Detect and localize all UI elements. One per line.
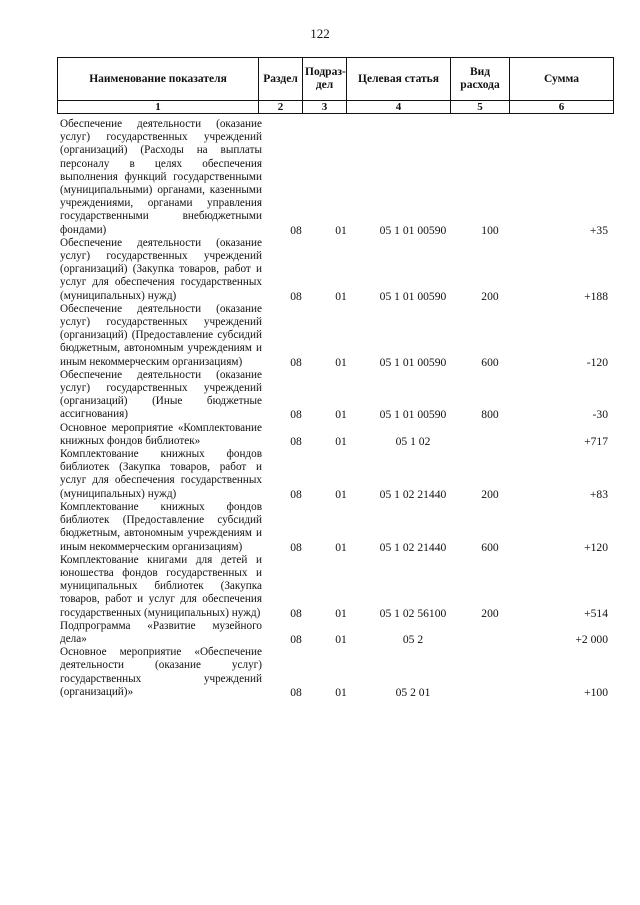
col-number: 6 [510,101,614,114]
row-name: Комплектование книжных фондов библиотек (Предоставление субсидий бюджетным, автономным учреждениям и иным некоммерческим организациям) [60,500,262,553]
row-statya: 05 1 02 [395,434,431,448]
row-statya: 05 2 [402,632,424,646]
row-razdel: 08 [290,289,302,303]
row-name: Основное мероприятие «Комплектование книжных фондов библиотек» [60,421,262,447]
row-summa: +514 [584,606,608,620]
row-razdel: 08 [290,487,302,501]
table-header [57,57,614,114]
row-summa: +717 [584,434,608,448]
table-row [60,422,616,448]
row-summa: +120 [584,540,608,554]
table-row [60,237,616,303]
header-statya: Целевая статья [347,58,451,101]
table-row [60,646,616,699]
row-vid: 200 [481,606,499,620]
table-row [60,554,616,620]
row-podrazdel: 01 [335,223,347,237]
col-number: 4 [347,101,451,114]
row-vid: 200 [481,289,499,303]
row-razdel: 08 [290,355,302,369]
row-name: Обеспечение деятельности (оказание услуг) государственных учреждений (организаций) (Иные бюджетные ассигнования) [60,368,262,421]
row-name: Комплектование книгами для детей и юношества фондов государственных и муниципальных библиотек (Закупка товаров, работ и услуг для обеспечения государственных (муниципальных) нужд) [60,553,262,619]
col-number: 5 [451,101,510,114]
page-number: 122 [310,26,330,41]
row-statya: 05 1 01 00590 [379,289,447,303]
row-statya: 05 1 01 00590 [379,408,447,422]
table-row [60,620,616,646]
row-statya: 05 1 02 56100 [379,606,447,620]
row-vid: 600 [481,355,499,369]
row-podrazdel: 01 [335,355,347,369]
row-summa: +35 [589,223,608,237]
table-row [60,118,616,237]
row-razdel: 08 [290,606,302,620]
row-name: Обеспечение деятельности (оказание услуг) государственных учреждений (организаций) (Предоставление субсидий бюджетным, автономным учреждениям и иным некоммерческим организациям) [60,302,262,368]
table-body [60,118,616,699]
row-name: Основное мероприятие «Обеспечение деятельности (оказание услуг) государственных учреждений (организаций)» [60,646,262,698]
row-razdel: 08 [290,632,302,646]
row-podrazdel: 01 [335,632,347,646]
row-summa: -30 [592,408,608,422]
table-row [60,303,616,369]
table-row [60,501,616,554]
row-summa: +188 [584,289,608,303]
row-podrazdel: 01 [335,434,347,448]
col-number: 3 [303,101,347,114]
header-razdel: Раздел [259,58,303,101]
row-podrazdel: 01 [335,606,347,620]
row-summa: -120 [586,355,608,369]
col-number: 1 [58,101,259,114]
col-number: 2 [259,101,303,114]
row-name: Комплектование книжных фондов библиотек (Закупка товаров, работ и услуг для обеспечения государственных (муниципальных) нужд) [60,448,262,500]
row-razdel: 08 [290,223,302,237]
row-summa: +2 000 [575,632,608,646]
row-vid: 600 [481,540,499,554]
row-statya: 05 2 01 [395,685,431,699]
row-name: Подпрограмма «Развитие музейного дела» [60,619,262,645]
row-podrazdel: 01 [335,408,347,422]
row-razdel: 08 [290,540,302,554]
row-razdel: 08 [290,408,302,422]
row-razdel: 08 [290,685,302,699]
header-summa: Сумма [510,58,614,101]
row-name: Обеспечение деятельности (оказание услуг) государственных учреждений (организаций) (Расходы на выплаты персоналу в целях обеспечения выполнения функций государственными (муниципальными) органами, казенными учреждениями, органами управления государственными внебюджетными фондами) [60,118,262,236]
row-podrazdel: 01 [335,487,347,501]
header-vid: Вид расхода [451,58,510,101]
header-podrazdel: Подраз-дел [303,58,347,101]
row-name: Обеспечение деятельности (оказание услуг) государственных учреждений (организаций) (Закупка товаров, работ и услуг для обеспечения государственных (муниципальных) нужд) [60,236,262,302]
row-vid: 800 [481,408,499,422]
row-statya: 05 1 02 21440 [379,487,447,501]
row-summa: +83 [589,487,608,501]
row-podrazdel: 01 [335,289,347,303]
row-vid: 200 [481,487,499,501]
row-razdel: 08 [290,434,302,448]
header-name: Наименование показателя [58,58,259,101]
table-row [60,369,616,422]
row-vid: 100 [481,223,499,237]
row-summa: +100 [584,685,608,699]
row-podrazdel: 01 [335,540,347,554]
row-statya: 05 1 01 00590 [379,355,447,369]
row-statya: 05 1 02 21440 [379,540,447,554]
table-row [60,448,616,501]
row-podrazdel: 01 [335,685,347,699]
row-statya: 05 1 01 00590 [379,223,447,237]
